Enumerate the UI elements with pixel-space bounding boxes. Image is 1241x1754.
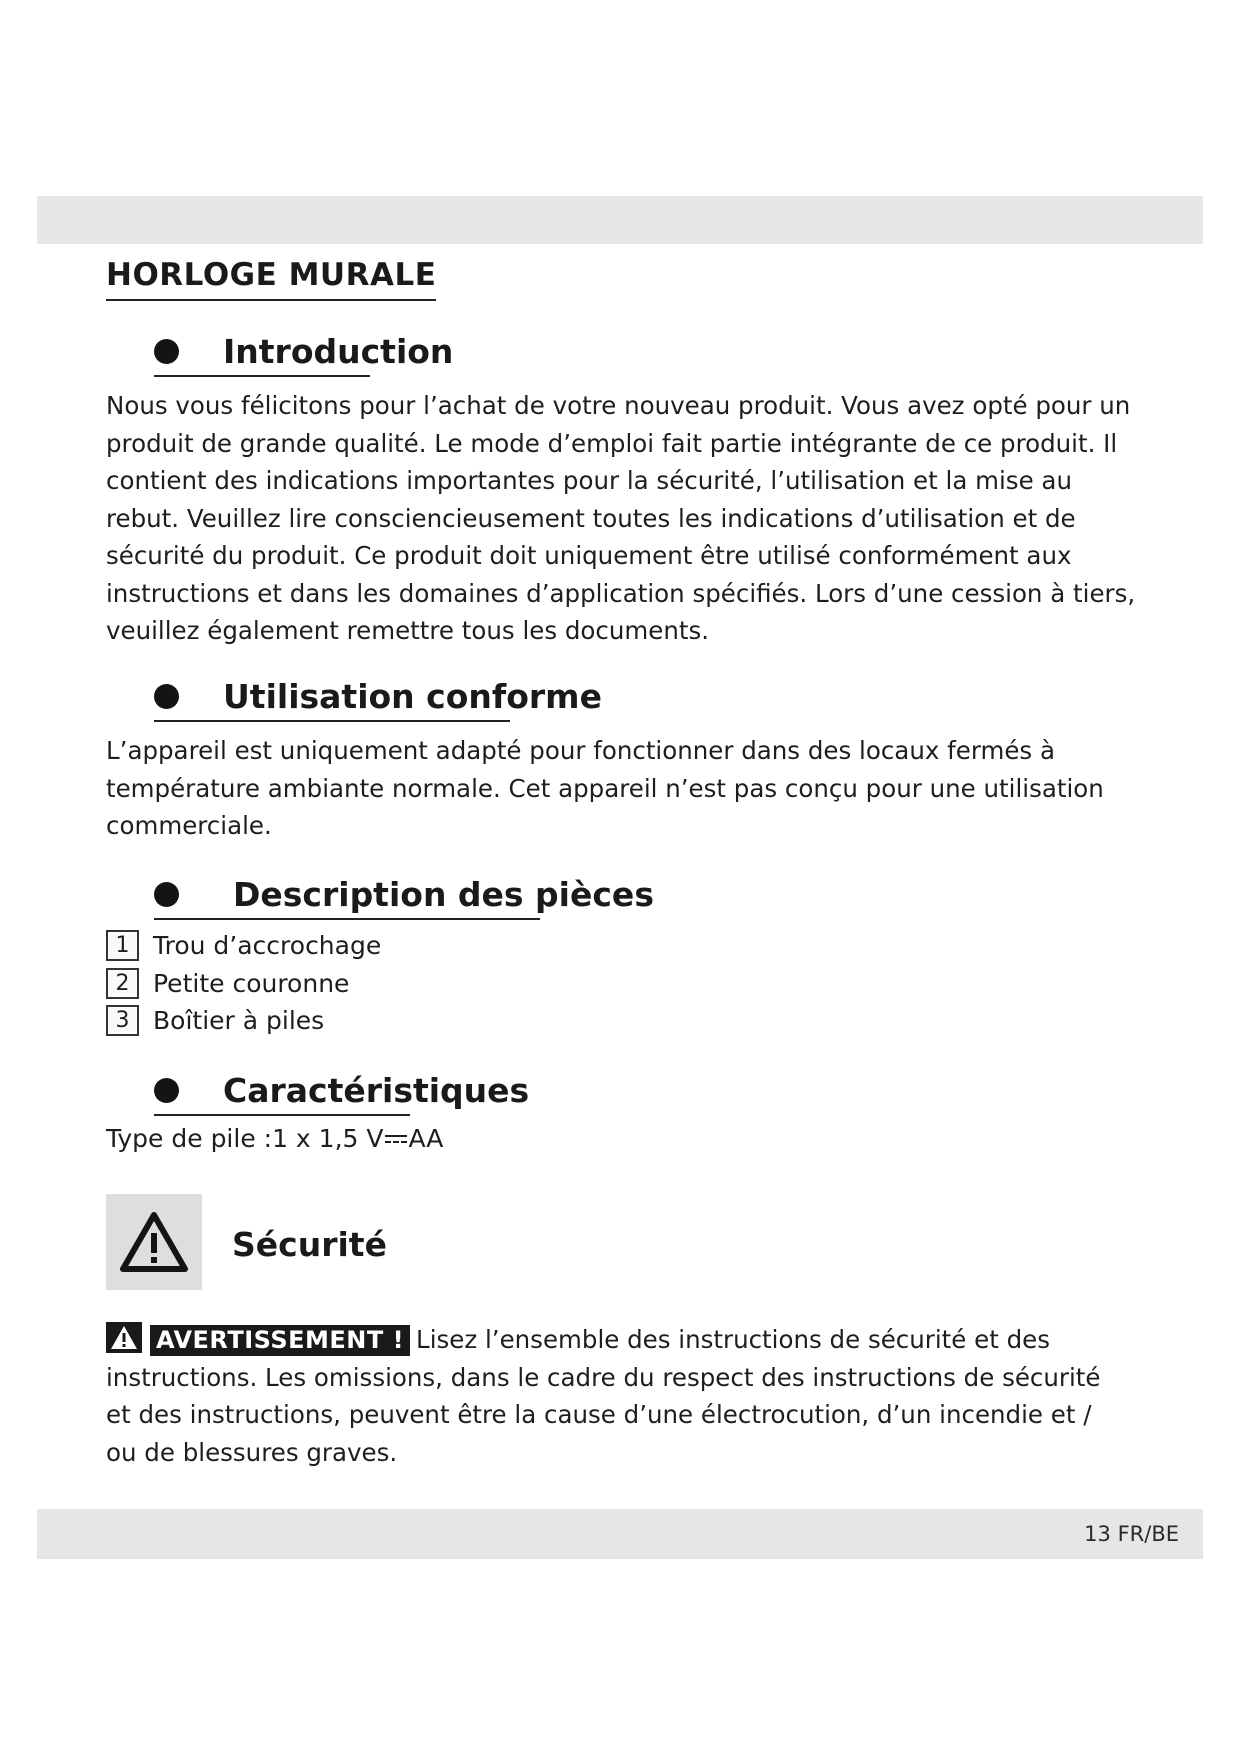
warning-small-icon xyxy=(106,1322,142,1353)
heading-utilisation: Utilisation conforme xyxy=(223,677,602,716)
page-number: 13 FR/BE xyxy=(1084,1522,1179,1546)
parts-list xyxy=(106,927,381,1040)
warning-badge: AVERTISSEMENT ! xyxy=(150,1325,410,1356)
bullet-icon xyxy=(154,882,179,907)
utilisation-text: L’appareil est uniquement adapté pour fonctionner dans des locaux fermés à température ambiante normale. Cet appareil n’est pas conçu pour une utilisation commerciale. xyxy=(106,736,1104,840)
heading-description: Description des pièces xyxy=(233,875,654,914)
list-item xyxy=(106,1002,381,1040)
list-item xyxy=(106,965,381,1003)
bullet-icon xyxy=(154,339,179,364)
part-number-box: 2 xyxy=(106,968,139,999)
bullet-icon xyxy=(154,1078,179,1103)
part-number-box: 3 xyxy=(106,1005,139,1036)
heading-underline xyxy=(154,1114,410,1116)
list-item xyxy=(106,927,381,965)
page-title: HORLOGE MURALE xyxy=(106,257,436,301)
section-heading-utilisation xyxy=(154,677,602,716)
section-heading-description xyxy=(154,875,654,914)
part-number-box: 1 xyxy=(106,930,139,961)
bullet-icon xyxy=(154,684,179,709)
section-heading-introduction xyxy=(154,332,453,371)
heading-underline xyxy=(154,720,510,722)
section-heading-caracteristiques xyxy=(154,1071,529,1110)
part-label: Petite couronne xyxy=(153,968,350,998)
warning-triangle-icon xyxy=(106,1194,202,1290)
dc-current-icon xyxy=(385,1133,407,1145)
part-label: Boîtier à piles xyxy=(153,1006,325,1036)
heading-introduction: Introduction xyxy=(223,332,454,371)
battery-spec xyxy=(106,1124,443,1153)
part-label: Trou d’accrochage xyxy=(153,931,382,961)
heading-underline xyxy=(154,375,370,377)
warning-paragraph xyxy=(106,1321,1106,1471)
footer-band xyxy=(37,1509,1203,1559)
header-band xyxy=(37,196,1203,244)
spec-prefix: Type de pile :1 x 1,5 V xyxy=(106,1124,384,1153)
heading-securite: Sécurité xyxy=(232,1225,387,1264)
warning-text: Lisez l’ensemble des instructions de sécurité et des instructions. Les omissions, dans le cadre du respect des instructions de sécurité et des instructions, peuvent être la cause d’une électrocution, d’un incendie et / ou de blessures graves. xyxy=(106,1325,1101,1467)
introduction-text: Nous vous félicitons pour l’achat de votre nouveau produit. Vous avez opté pour un produit de grande qualité. Le mode d’emploi fait partie intégrante de ce produit. Il contient des indications importantes pour la sécurité, l’utilisation et la mise au rebut. Veuillez lire consciencieusement toutes les indications d’utilisation et de sécurité du produit. Ce produit doit uniquement être utilisé conformément aux instructions et dans les domaines d’application spécifiés. Lors d’une cession à tiers, veuillez également remettre tous les documents. xyxy=(106,391,1136,645)
heading-underline xyxy=(154,918,540,920)
heading-caracteristiques: Caractéristiques xyxy=(223,1071,530,1110)
spec-suffix: AA xyxy=(408,1124,444,1153)
